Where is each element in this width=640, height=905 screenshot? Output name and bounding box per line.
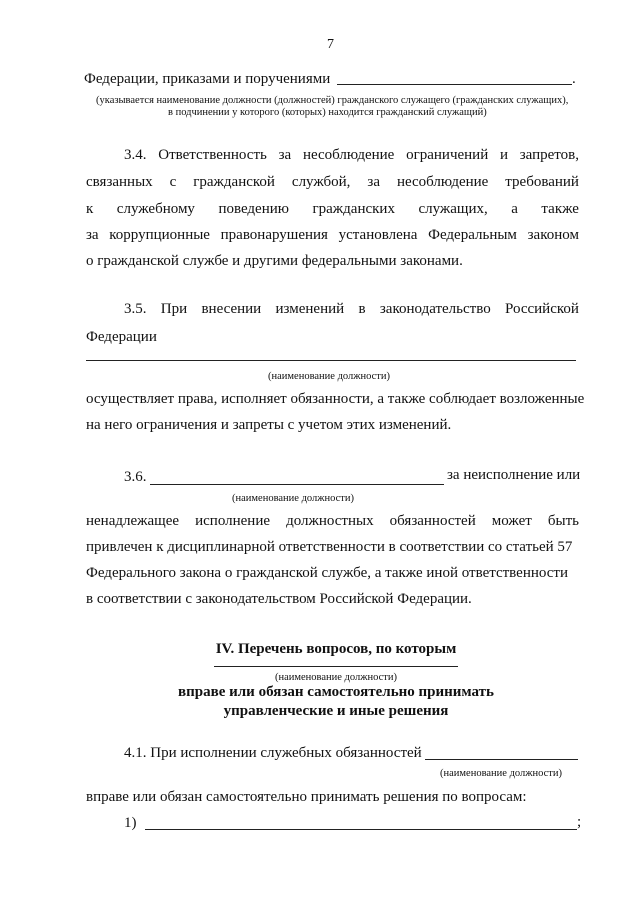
p34-line-3: к служебному поведению гражданских служащих, а также xyxy=(86,201,579,217)
p36-note: (наименование должности) xyxy=(232,493,355,504)
p36-line-3: привлечен к дисциплинарной ответственности в соответствии со статьей 57 xyxy=(86,539,573,555)
p41-note: (наименование должности) xyxy=(440,768,563,779)
p35-line-3: осуществляет права, исполняет обязанности, а также соблюдает возложенные xyxy=(86,391,585,407)
p36-line-5: в соответствии с законодательством Российской Федерации. xyxy=(86,591,472,607)
p41-item1-end: ; xyxy=(577,814,582,830)
top-line-end: . xyxy=(572,71,576,87)
p36-line-2: ненадлежащее исполнение должностных обязанностей может быть xyxy=(86,513,579,529)
p36-line-4: Федерального закона о гражданской службе, а также иной ответственности xyxy=(86,565,568,581)
p35-blank-line xyxy=(86,360,576,361)
p35-note: (наименование должности) xyxy=(268,371,391,382)
top-blank-line xyxy=(337,84,572,85)
p41-item1-blank-line xyxy=(145,829,577,830)
p34-line-5: о гражданской службе и другими федеральными законами. xyxy=(86,253,463,269)
p41-line-2: вправе или обязан самостоятельно принимать решения по вопросам: xyxy=(86,789,527,805)
p35-line-4: на него ограничения и запреты с учетом этих изменений. xyxy=(86,417,452,433)
p41-item1-number: 1) xyxy=(124,815,137,831)
top-note-1: (указывается наименование должности (должностей) гражданского служащего (гражданских служащих), xyxy=(96,95,569,106)
section4-heading-3: управленческие и иные решения xyxy=(223,703,449,719)
p34-line-2: связанных с гражданской службой, за несоблюдение требований xyxy=(86,174,579,190)
page-number: 7 xyxy=(327,37,334,52)
top-note-2: в подчинении у которого (которых) находится гражданский служащий) xyxy=(168,107,487,118)
p41-line-1: 4.1. При исполнении служебных обязанностей xyxy=(124,745,422,761)
section4-heading-1: IV. Перечень вопросов, по которым xyxy=(215,641,457,657)
p35-line-1: 3.5. При внесении изменений в законодательство Российской xyxy=(124,301,579,317)
section4-heading-2: вправе или обязан самостоятельно принимать xyxy=(178,684,494,700)
p36-number: 3.6. xyxy=(124,469,147,485)
p41-blank-line xyxy=(425,759,578,760)
p34-line-1: 3.4. Ответственность за несоблюдение ограничений и запретов, xyxy=(124,147,579,163)
section4-blank-line xyxy=(214,666,458,667)
section4-note: (наименование должности) xyxy=(274,672,398,683)
top-line-text: Федерации, приказами и поручениями xyxy=(84,71,331,87)
p36-tail: за неисполнение или xyxy=(447,467,581,483)
p36-blank-line xyxy=(150,484,444,485)
p34-line-4: за коррупционные правонарушения установлена Федеральным законом xyxy=(86,227,579,243)
p35-line-2: Федерации xyxy=(86,329,157,345)
